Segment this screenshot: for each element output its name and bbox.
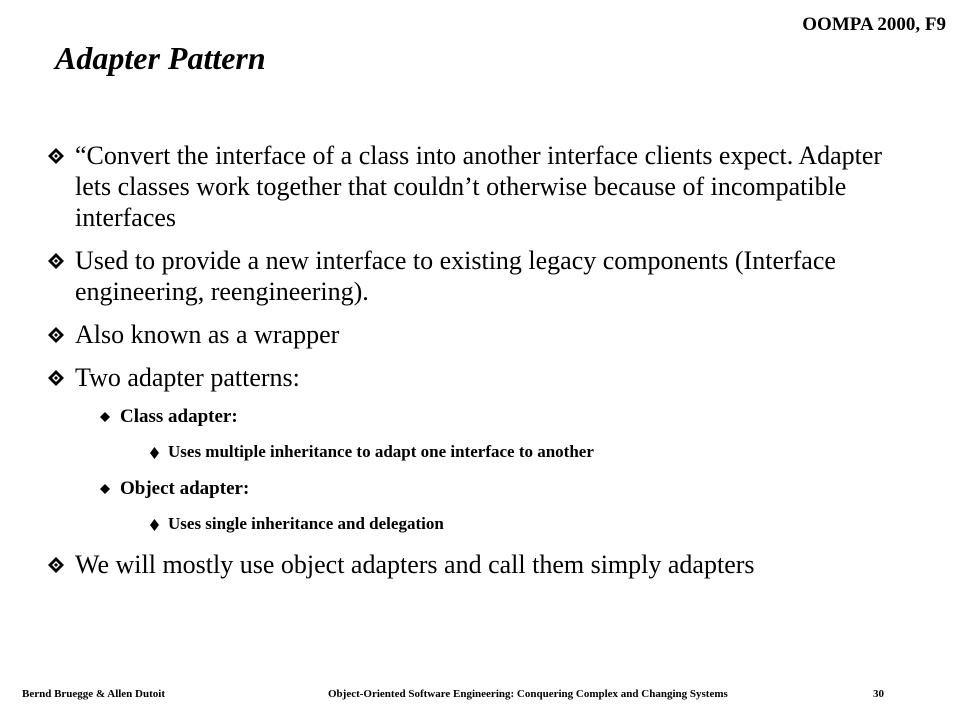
bullet-item: [0, 140, 960, 233]
sub-bullet-label: Object adapter:: [120, 478, 250, 499]
bullet-list: [0, 140, 960, 592]
small-diamond-bullet-icon: [100, 412, 110, 422]
small-diamond-bullet-icon: [100, 484, 110, 494]
bullet-text: Also known as a wrapper: [75, 320, 340, 349]
sub-bullet-item: [0, 405, 960, 429]
slide-title: Adapter Pattern: [55, 40, 266, 76]
diamond-bullet-icon: [48, 148, 64, 164]
bullet-text: We will mostly use object adapters and call them simply adapters: [75, 550, 755, 579]
sub-bullet-item: [0, 477, 960, 501]
bullet-text: Used to provide a new interface to existing legacy components (Interface engineering, reengineering).: [75, 246, 836, 306]
page-number: 30: [873, 688, 884, 700]
bullet-item: [0, 362, 960, 393]
sub-bullet-label: Class adapter:: [120, 406, 238, 427]
bullet-item: [0, 319, 960, 350]
diamond-bullet-icon: [48, 370, 64, 386]
detail-bullet-item: [0, 513, 960, 535]
thin-diamond-bullet-icon: [150, 447, 159, 459]
footer-authors: Bernd Bruegge & Allen Dutoit: [22, 688, 165, 700]
footer-book-title: Object-Oriented Software Engineering: Conquering Complex and Changing Systems: [328, 688, 728, 700]
bullet-text: “Convert the interface of a class into another interface clients expect. Adapter lets classes work together that couldn’t otherwise because of incompatible interfaces: [75, 141, 883, 232]
diamond-bullet-icon: [48, 253, 64, 269]
diamond-bullet-icon: [48, 557, 64, 573]
course-label: OOMPA 2000, F9: [802, 14, 946, 35]
diamond-bullet-icon: [48, 327, 64, 343]
bullet-item: [0, 245, 960, 307]
detail-bullet-text: Uses single inheritance and delegation: [168, 514, 444, 533]
thin-diamond-bullet-icon: [150, 519, 159, 531]
detail-bullet-item: [0, 441, 960, 463]
bullet-text: Two adapter patterns:: [75, 363, 300, 392]
bullet-item: [0, 549, 960, 580]
detail-bullet-text: Uses multiple inheritance to adapt one interface to another: [168, 442, 594, 461]
